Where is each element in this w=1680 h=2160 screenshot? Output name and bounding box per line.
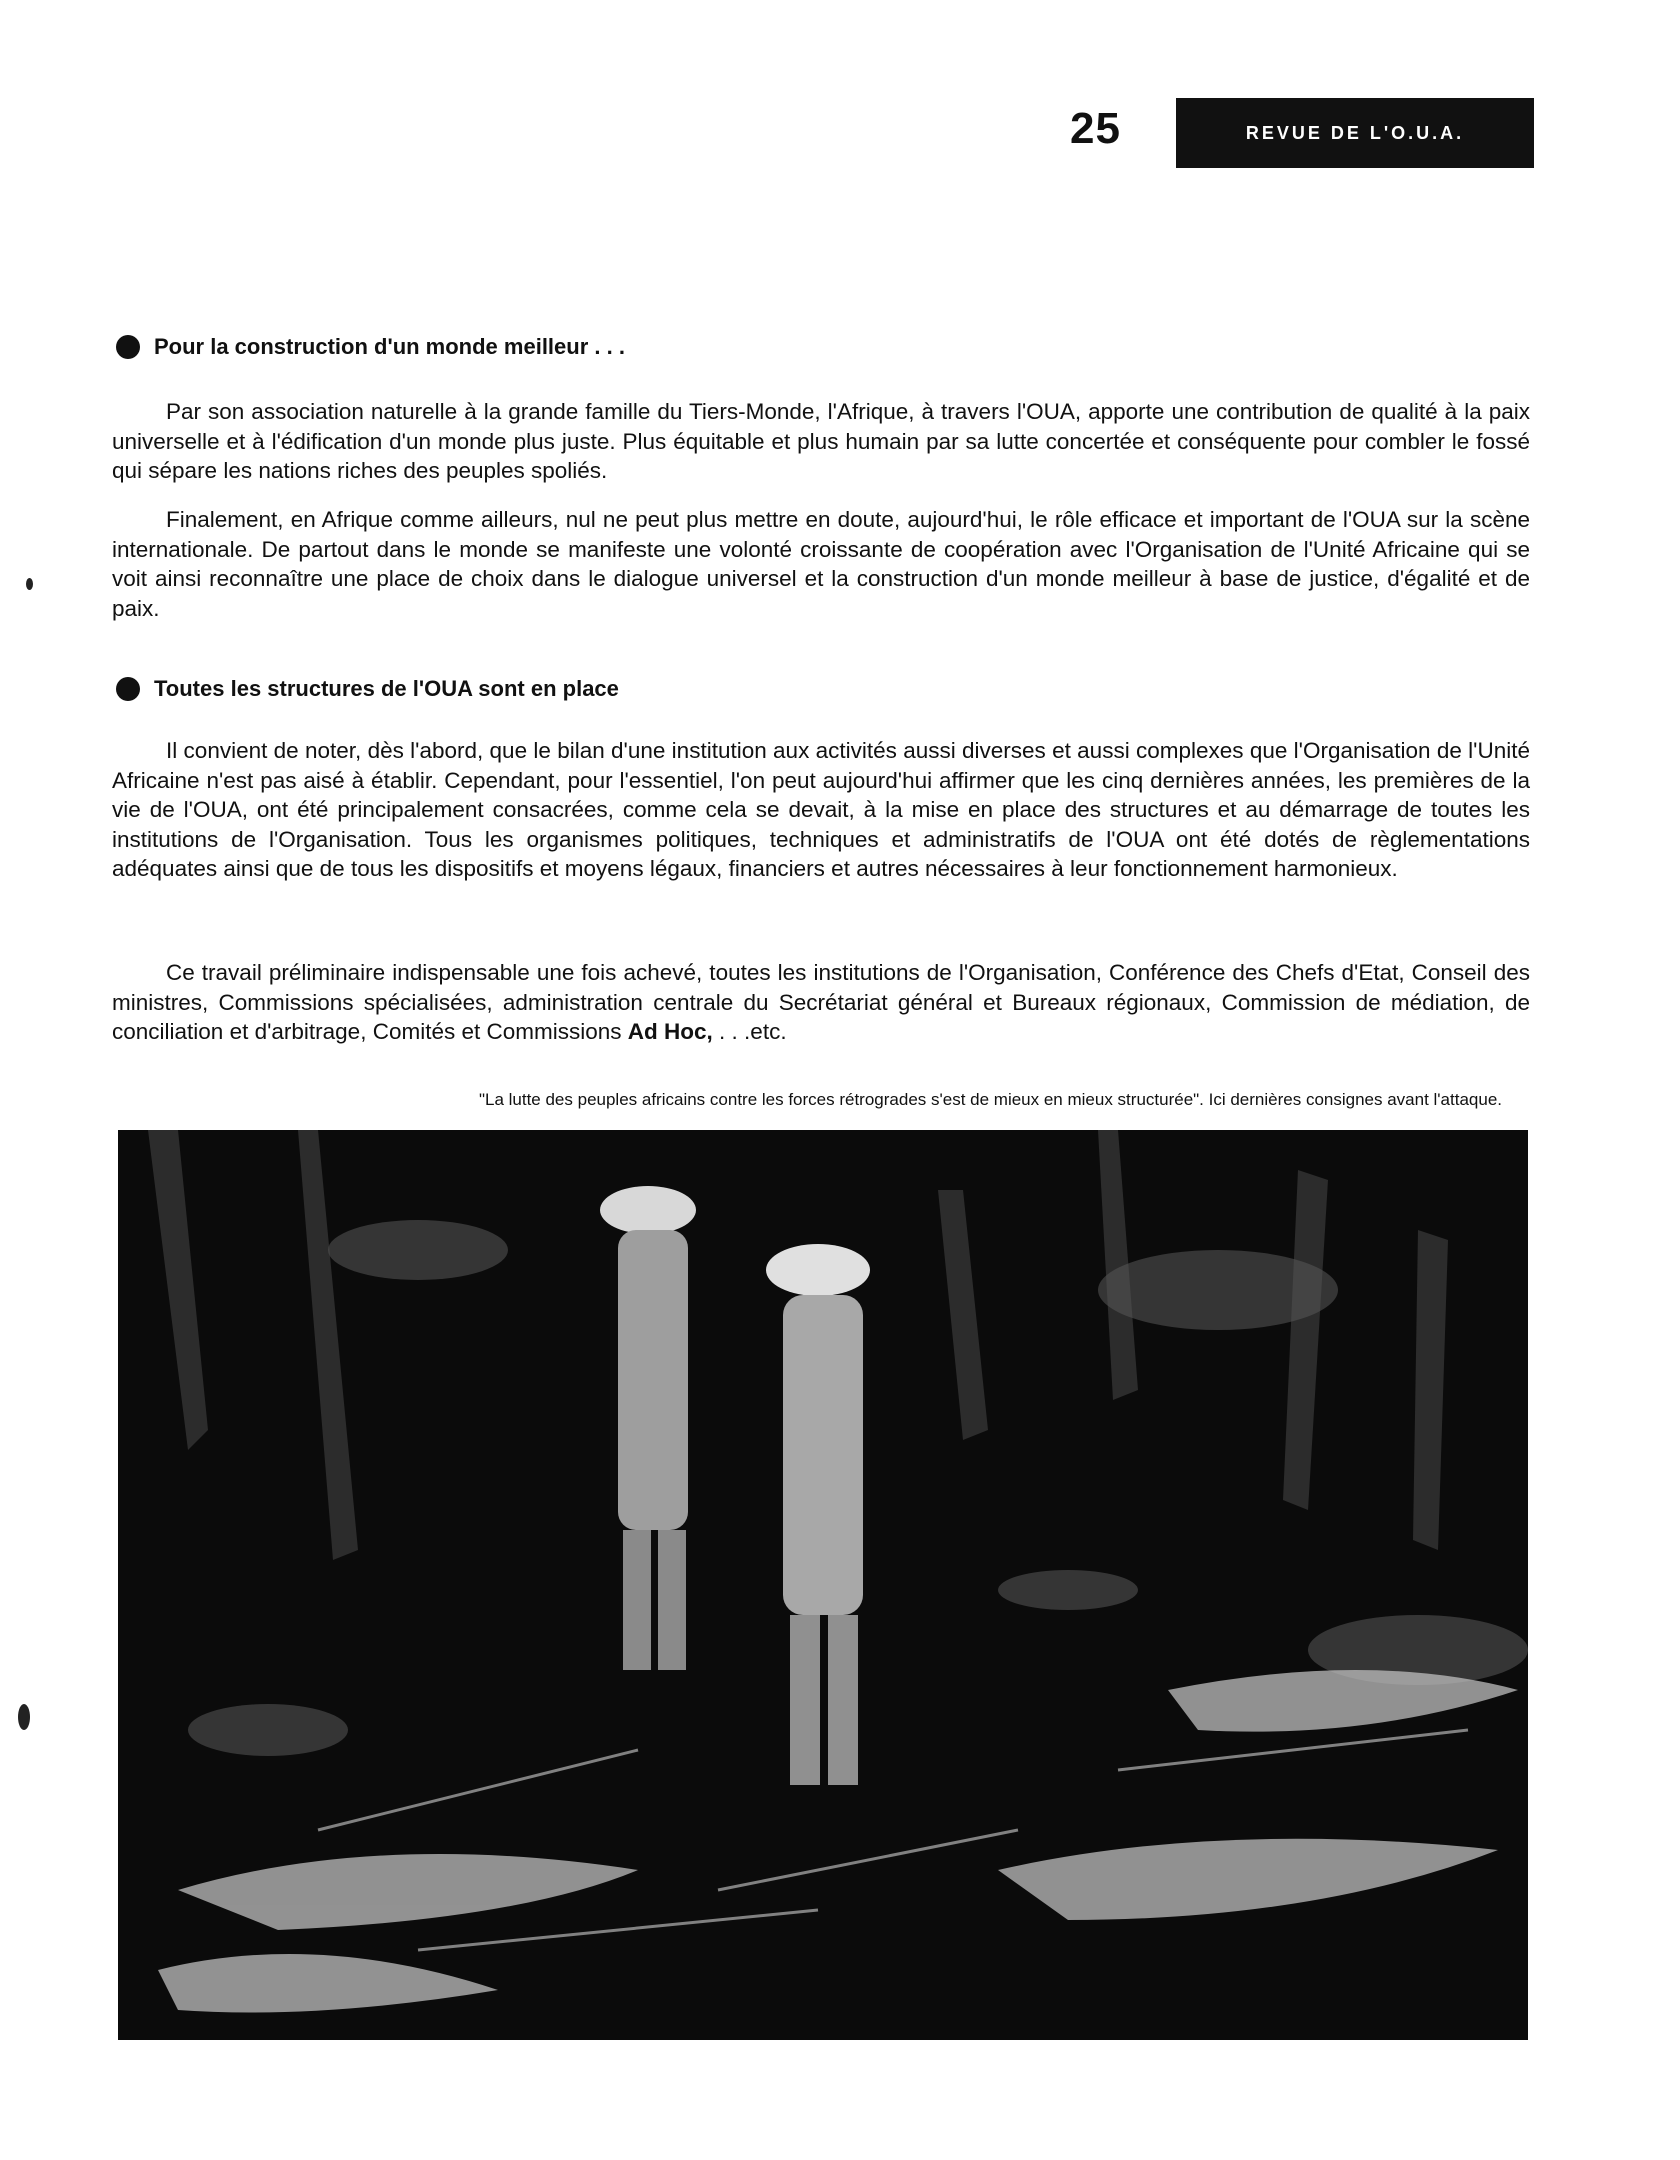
journal-title: REVUE DE L'O.U.A. [1245,122,1465,143]
bullet-icon [116,335,140,359]
photo-caption: "La lutte des peuples africains contre les forces rétrogrades s'est de mieux en mieux structurée". Ici dernières consignes avant l'attaque. [478,1090,1502,1109]
paragraph: Finalement, en Afrique comme ailleurs, nul ne peut plus mettre en doute, aujourd'hui, le rôle efficace et important de l'OUA sur la scène internationale. De partout dans le monde se manifeste une volonté croissante de coopération avec l'Organisation de l'Unité Africaine qui se voit ainsi reconnaître une place de choix dans le dialogue universel et la construction d'un monde meilleur à base de justice, d'égalité et de paix. [112,507,1530,621]
page-number: 25 [1070,104,1121,153]
paragraph: Il convient de noter, dès l'abord, que le bilan d'une institution aux activités aussi diverses et aussi complexes que l'Organisation de l'Unité Africaine n'est pas aisé à établir. Cependant, pour l'essentiel, l'on peut aujourd'hui affirmer que les cinq dernières années, les premières de la vie de l'OUA, ont été principalement consacrées, comme cela se devait, à la mise en place des structures et au démarrage de toutes les institutions de l'Organisation. Tous les organismes politiques, techniques et administratifs de l'OUA ont été dotés de règlementations adéquates ainsi que de tous les dispositifs et moyens légaux, financiers et autres nécessaires à leur fonctionnement harmonieux. [112,738,1530,881]
paragraph: Par son association naturelle à la grande famille du Tiers-Monde, l'Afrique, à travers l'OUA, apporte une contribution de qualité à la paix universelle et à l'édification d'un monde plus juste. Plus équitable et plus humain par sa lutte concertée et conséquente pour combler le fossé qui sépare les nations riches des peuples spoliés. [112,399,1530,483]
paragraph [112,958,1530,1047]
bullet-icon [116,677,140,701]
margin-mark [26,578,33,590]
photo-illustration [118,1130,1528,2040]
section-heading-2 [116,676,619,702]
jungle-photo [118,1130,1528,2040]
section-heading-text: Pour la construction d'un monde meilleur . . . [154,334,625,359]
journal-title-banner [1176,98,1534,168]
paragraph-text: Ce travail préliminaire indispensable une fois achevé, toutes les institutions de l'Organisation, Conférence des Chefs d'Etat, Conseil des ministres, Commissions spécialisées, administration centrale du Secrétariat général et Bureaux régionaux, Commission de médiation, de conciliation et d'arbitrage, Comités et Commissions [112,960,1530,1044]
section-heading-1 [116,334,625,360]
margin-mark [18,1704,30,1730]
emphasis-text: Ad Hoc, [627,1019,713,1044]
section-heading-text: Toutes les structures de l'OUA sont en place [154,676,619,701]
paragraph-tail: . . .etc. [712,1019,787,1044]
